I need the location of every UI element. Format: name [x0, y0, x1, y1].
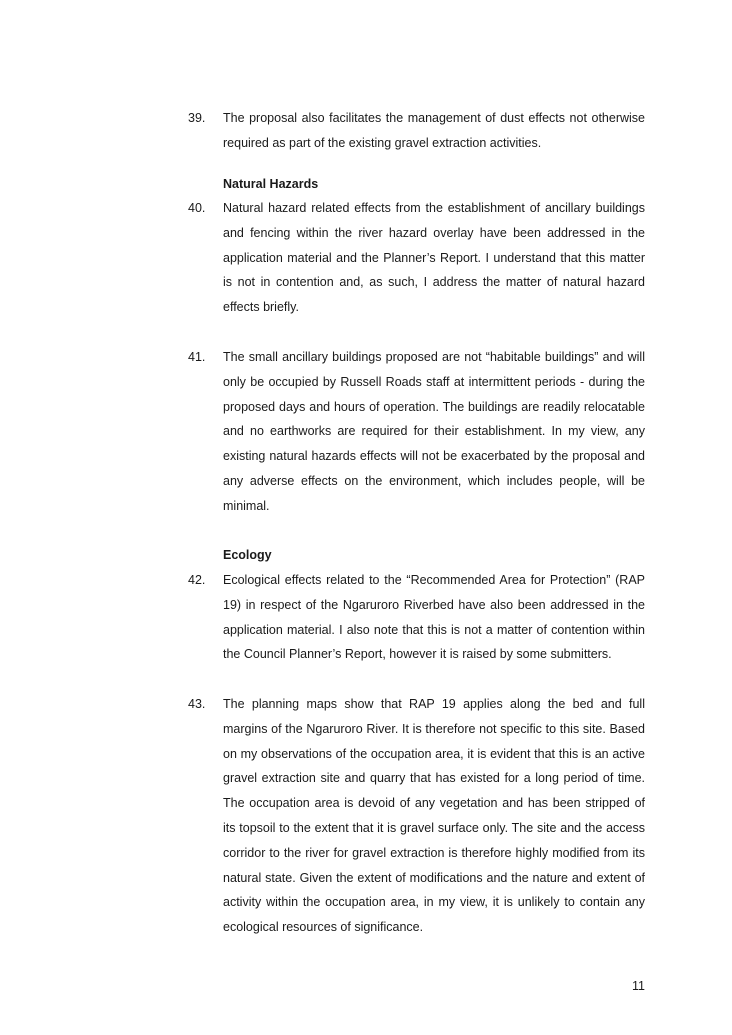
- heading-ecology: Ecology: [223, 548, 272, 562]
- paragraph-text: The small ancillary buildings proposed are not “habitable buildings” and will only be occupied by Russell Roads staff at intermittent periods - during the proposed days and hours of operation. The buildings are readily relocatable and no earthworks are required for their establishment. In my view, any existing natural hazards effects will not be exacerbated by the proposal and any adverse effects on the environment, which includes people, will be minimal.: [223, 350, 645, 513]
- paragraph-text: Natural hazard related effects from the establishment of ancillary buildings and fencing within the river hazard overlay have been addressed in the application material and the Planner’s Report. I understand that this matter is not in contention and, as such, I address the matter of natural hazard effects briefly.: [223, 201, 645, 315]
- paragraph-text: The planning maps show that RAP 19 applies along the bed and full margins of the Ngaruroro River. It is therefore not specific to this site. Based on my observations of the occupation area, it is evident that this is an active gravel extraction site and quarry that has existed for a long period of time. The occupation area is devoid of any vegetation and has been stripped of its topsoil to the extent that it is gravel surface only. The site and the access corridor to the river for gravel extraction is therefore highly modified from its natural state. Given the extent of modifications and the nature and extent of activity within the occupation area, in my view, it is unlikely to contain any ecological resources of significance.: [223, 697, 645, 935]
- paragraph-text: Ecological effects related to the “Recommended Area for Protection” (RAP 19) in respect of the Ngaruroro Riverbed have also been addressed in the application material. I also note that this is not a matter of contention within the Council Planner’s Report, however it is raised by some submitters.: [223, 573, 645, 662]
- paragraph-number: 40.: [188, 201, 206, 215]
- paragraph-number: 43.: [188, 697, 206, 711]
- heading-natural-hazards: Natural Hazards: [223, 177, 319, 191]
- paragraph-number: 39.: [188, 111, 206, 125]
- paragraph-number: 41.: [188, 350, 206, 364]
- page-number: 11: [632, 979, 645, 993]
- paragraph-number: 42.: [188, 573, 206, 587]
- paragraph-text: The proposal also facilitates the management of dust effects not otherwise required as part of the existing gravel extraction activities.: [223, 111, 645, 150]
